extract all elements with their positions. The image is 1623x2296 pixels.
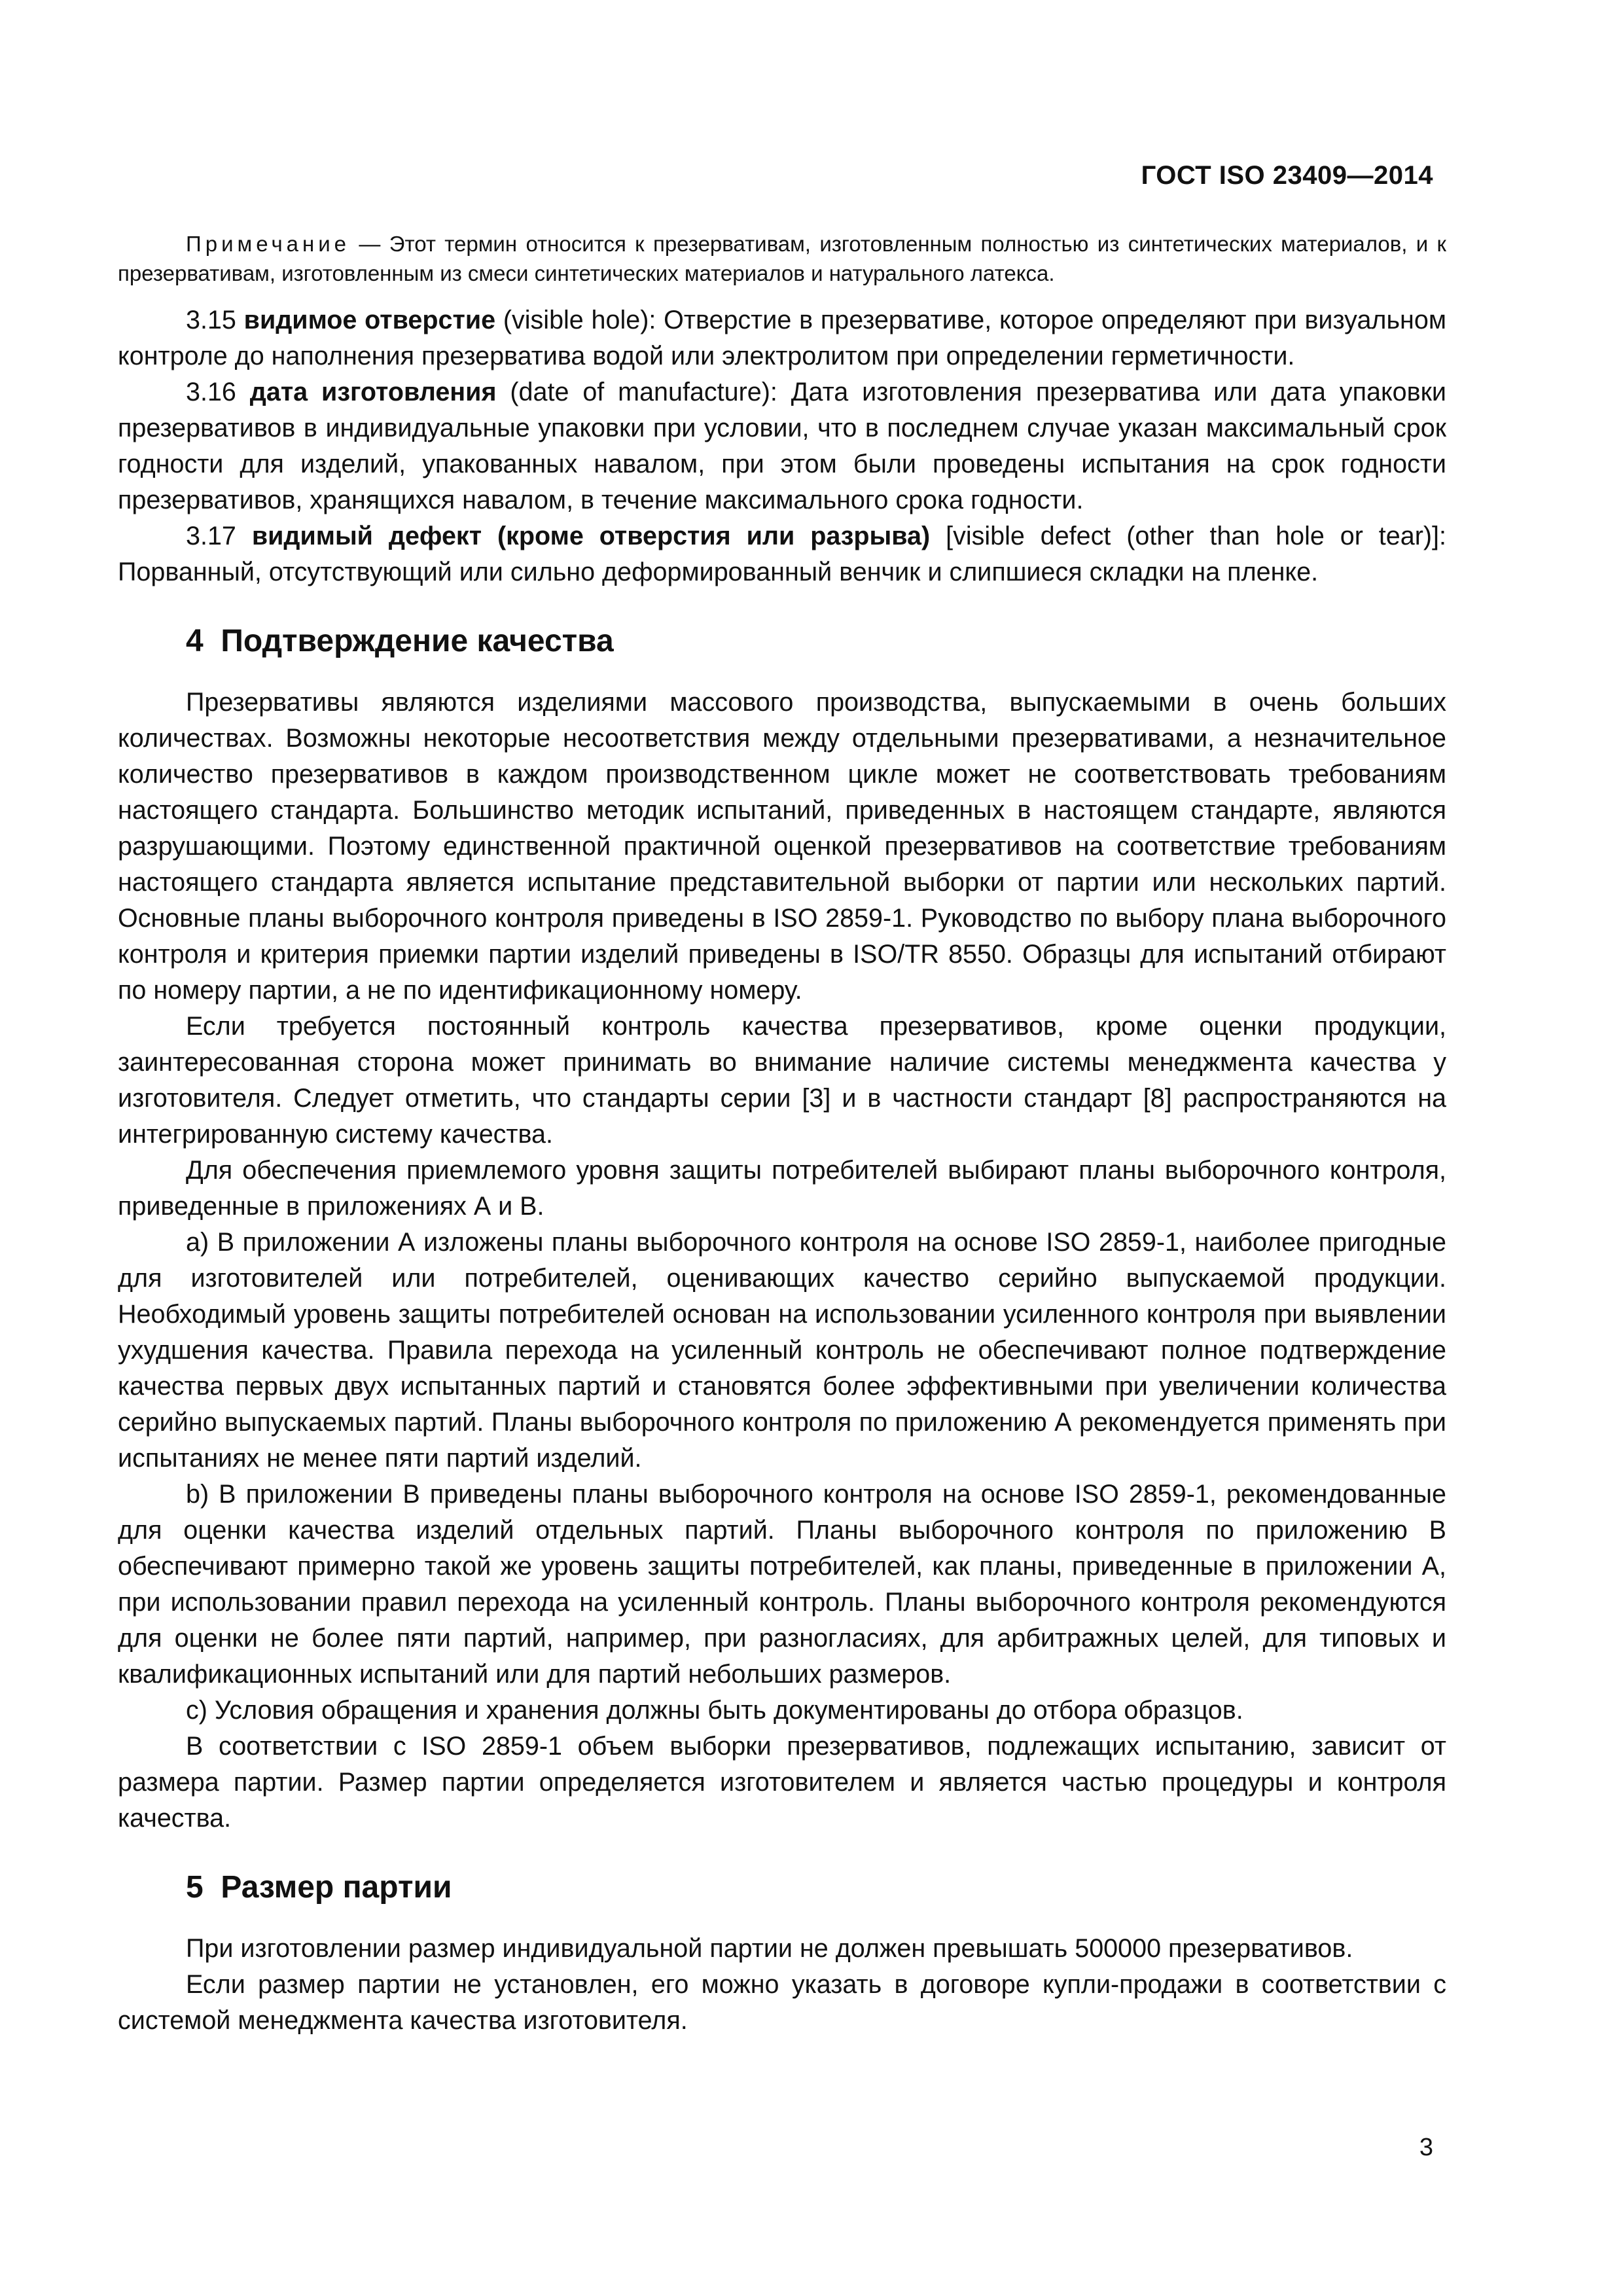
section-5-heading bbox=[186, 1868, 1446, 1907]
section-4-heading bbox=[186, 622, 1446, 661]
section-4-list-item-c: с) Условия обращения и хранения должны быть документированы до отбора образцов. bbox=[186, 1696, 1243, 1725]
section-4-paragraph: Для обеспечения приемлемого уровня защиты потребителей выбирают планы выборочного контроля, приведенные в приложениях А и В. bbox=[118, 1156, 1446, 1221]
definition-3-17 bbox=[118, 518, 1446, 590]
definition-english: (date of manufacture): bbox=[510, 378, 777, 406]
section-number: 5 bbox=[186, 1870, 204, 1905]
section-4-paragraph: Если требуется постоянный контроль качества презервативов, кроме оценки продукции, заинтересованная сторона может принимать во внимание наличие системы менеджмента качества у изготовителя. Следует отметить, что стандарты серии [3] и в частности стандарт [8] распространяются на интегрированную систему качества. bbox=[118, 1012, 1446, 1149]
section-5-paragraph: При изготовлении размер индивидуальной партии не должен превышать 500000 презервативов. bbox=[186, 1934, 1353, 1963]
page-content bbox=[118, 229, 1446, 2039]
note-text: — Этот термин относится к презервативам, изготовленным полностью из синтетических материалов, и к презервативам, изготовленным из смеси синтетических материалов и натурального латекса. bbox=[118, 232, 1446, 285]
section-4-list-item-a: а) В приложении А изложены планы выборочного контроля на основе ISO 2859-1, наиболее пригодные для изготовителей или потребителей, оценивающих качество серийно выпускаемой продукции. Необходимый уровень защиты потребителей основан на использовании усиленного контроля при выявлении ухудшения качества. Правила перехода на усиленный контроль не обеспечивают полное подтверждение качества первых двух испытанных партий и становятся более эффективными при увеличении количества серийно выпускаемых партий. Планы выборочного контроля по приложению А рекомендуется применять при испытаниях не менее пяти партий изделий. bbox=[118, 1228, 1446, 1473]
definition-number: 3.17 bbox=[186, 522, 236, 550]
section-number: 4 bbox=[186, 624, 204, 658]
definition-3-16 bbox=[118, 374, 1446, 518]
section-4-paragraph: В соответствии с ISO 2859-1 объем выборки презервативов, подлежащих испытанию, зависит от размера партии. Размер партии определяется изготовителем и является частью процедуры и контроля качества. bbox=[118, 1732, 1446, 1833]
definition-term: дата изготовления bbox=[249, 378, 497, 406]
definition-english: (visible hole): bbox=[503, 306, 656, 334]
definition-number: 3.15 bbox=[186, 306, 236, 334]
definition-text: Отверстие в презервативе, которое определяют при визуальном контроле до наполнения презерватива водой или электролитом при определении герметичности. bbox=[118, 306, 1446, 370]
definition-text: Порванный, отсутствующий или сильно деформированный венчик и слипшиеся складки на пленке. bbox=[118, 558, 1319, 586]
section-title: Размер партии bbox=[221, 1870, 452, 1905]
section-title: Подтверждение качества bbox=[221, 624, 614, 658]
page-number: 3 bbox=[1419, 2134, 1433, 2161]
definition-number: 3.16 bbox=[186, 378, 236, 406]
section-5-paragraph: Если размер партии не установлен, его можно указать в договоре купли-продажи в соответствии с системой менеджмента качества изготовителя. bbox=[118, 1970, 1446, 2035]
definition-text: Дата изготовления презерватива или дата упаковки презервативов в индивидуальные упаковки при условии, что в последнем случае указан максимальный срок годности для изделий, упакованных навалом, при этом были проведены испытания на срок годности презервативов, хранящихся навалом, в течение максимального срока годности. bbox=[118, 378, 1446, 514]
document-header: ГОСТ ISO 23409—2014 bbox=[1141, 161, 1433, 190]
definition-english: [visible defect (other than hole or tear)]: bbox=[946, 522, 1446, 550]
section-4-list-item-b: b) В приложении В приведены планы выборочного контроля на основе ISO 2859-1, рекомендованные для оценки качества изделий отдельных партий. Планы выборочного контроля по приложению В обеспечивают примерно такой же уровень защиты потребителей, как планы, приведенные в приложении А, при использовании правил перехода на усиленный контроль. Планы выборочного контроля рекомендуются для оценки не более пяти партий, например, при разногласиях, для арбитражных целей, для типовых и квалификационных испытаний или для партий небольших размеров. bbox=[118, 1480, 1446, 1689]
definition-term: видимое отверстие bbox=[243, 306, 496, 334]
definition-term: видимый дефект (кроме отверстия или разрыва) bbox=[251, 522, 931, 550]
note-paragraph bbox=[118, 229, 1446, 288]
section-4-paragraph: Презервативы являются изделиями массового производства, выпускаемыми в очень больших количествах. Возможны некоторые несоответствия между отдельными презервативами, а незначительное количество презервативов в каждом производственном цикле может не соответствовать требованиям настоящего стандарта. Большинство методик испытаний, приведенных в настоящем стандарте, являются разрушающими. Поэтому единственной практичной оценкой презервативов на соответствие требованиям настоящего стандарта является испытание представительной выборки от партии или нескольких партий. Основные планы выборочного контроля приведены в ISO 2859-1. Руководство по выбору плана выборочного контроля и критерия приемки партии изделий приведены в ISO/TR 8550. Образцы для испытаний отбирают по номеру партии, а не по идентификационному номеру. bbox=[118, 688, 1446, 1005]
definition-3-15 bbox=[118, 302, 1446, 374]
note-label: Примечание bbox=[186, 232, 351, 256]
